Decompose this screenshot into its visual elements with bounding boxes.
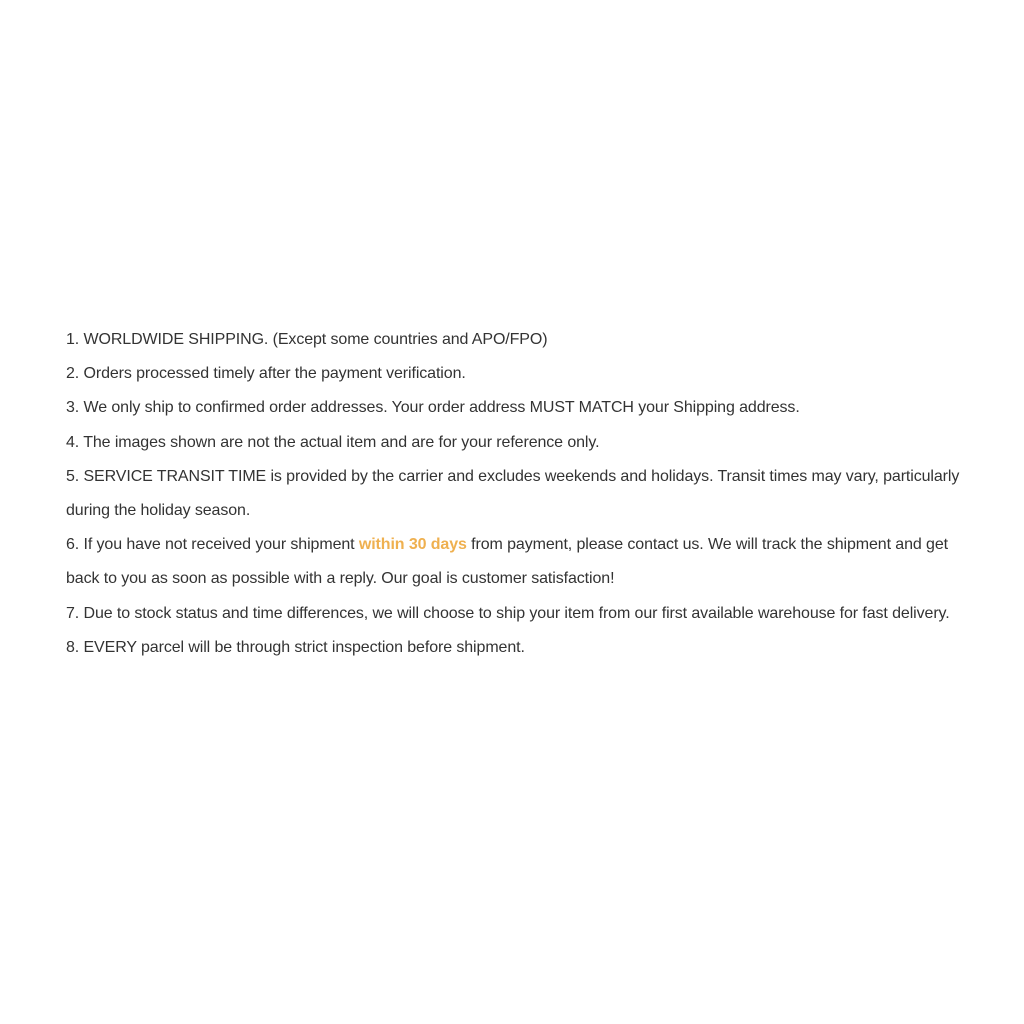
- policy-item-2: 2. Orders processed timely after the payment verification.: [66, 365, 466, 383]
- policy-item-6: [66, 528, 966, 596]
- policy-item-6-text-before: 6. If you have not received your shipment: [66, 536, 359, 554]
- policy-item-5: 5. SERVICE TRANSIT TIME is provided by the carrier and excludes weekends and holidays. Transit times may vary, particularly during the holiday season.: [66, 467, 960, 520]
- policy-item-1: 1. WORLDWIDE SHIPPING. (Except some countries and APO/FPO): [66, 331, 548, 348]
- policy-item-8: 8. EVERY parcel will be through strict inspection before shipment.: [66, 638, 525, 656]
- policy-item-7: 7. Due to stock status and time differences, we will choose to ship your item from our first available warehouse for fast delivery.: [66, 604, 950, 622]
- policy-item-6-text-after: from payment, please contact us. We will track the shipment and get back to you as soon as possible with a reply. Our goal is customer satisfaction!: [66, 536, 948, 588]
- shipping-policy-list: [66, 323, 966, 665]
- policy-item-4: 4. The images shown are not the actual item and are for your reference only.: [66, 433, 600, 451]
- policy-item-3: 3. We only ship to confirmed order addresses. Your order address MUST MATCH your Shipping address.: [66, 399, 800, 417]
- delivery-window-highlight: within 30 days: [358, 536, 467, 554]
